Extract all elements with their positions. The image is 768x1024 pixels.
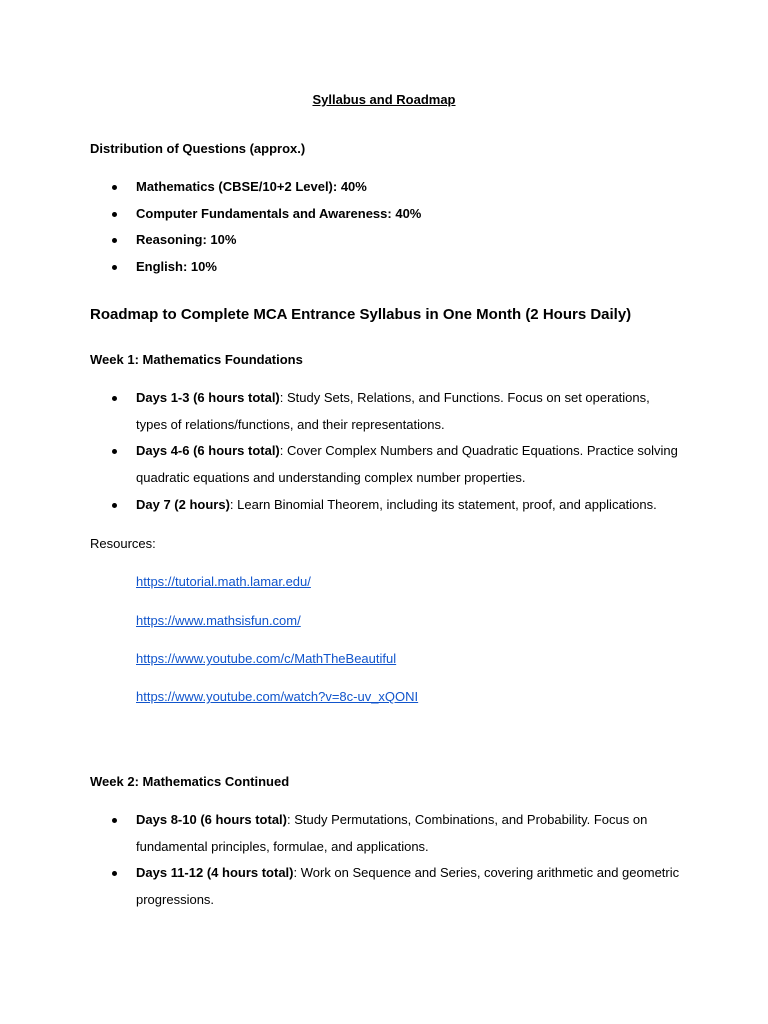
list-item-text: Mathematics (CBSE/10+2 Level): 40%	[136, 179, 367, 194]
list-item-text: : Study Permutations, Combinations, and Probability. Focus on fundamental principles, formulae, and applications.	[136, 812, 648, 854]
week1-list	[90, 385, 680, 519]
resource-link[interactable]: https://tutorial.math.lamar.edu/	[136, 574, 311, 589]
list-item-text: English: 10%	[136, 259, 217, 275]
week2-heading: Week 2: Mathematics Continued	[90, 774, 290, 789]
list-item	[90, 492, 680, 519]
list-item-bold: Days 11-12 (4 hours total)	[136, 865, 294, 881]
week2-list	[90, 807, 680, 914]
week1-heading: Week 1: Mathematics Foundations	[90, 352, 303, 367]
roadmap-heading: Roadmap to Complete MCA Entrance Syllabus in One Month (2 Hours Daily)	[90, 306, 632, 323]
list-item	[90, 385, 680, 438]
list-item-bold: Day 7 (2 hours)	[136, 496, 230, 512]
list-item-text: : Work on Sequence and Series, covering arithmetic and geometric progressions.	[136, 865, 680, 908]
list-item	[90, 227, 680, 254]
list-item	[90, 174, 680, 201]
list-item	[90, 438, 680, 491]
document-title: Syllabus and Roadmap	[312, 92, 456, 107]
bullet-icon	[112, 265, 117, 270]
list-item-text: Computer Fundamentals and Awareness: 40%	[136, 205, 422, 221]
list-item	[90, 860, 680, 913]
list-item-text: : Cover Complex Numbers and Quadratic Equations. Practice solving quadratic equations and understanding complex number properties.	[136, 443, 678, 486]
bullet-icon	[112, 449, 117, 454]
list-item-bold: Days 8-10 (6 hours total)	[136, 812, 287, 827]
bullet-icon	[112, 212, 117, 217]
list-item-bold: Days 1-3 (6 hours total)	[136, 390, 280, 405]
bullet-icon	[112, 185, 117, 190]
bullet-icon	[112, 871, 117, 876]
bullet-icon	[112, 396, 117, 401]
distribution-heading: Distribution of Questions (approx.)	[90, 141, 306, 156]
resources-label: Resources:	[90, 536, 156, 551]
list-item	[90, 201, 680, 228]
distribution-list	[90, 174, 680, 281]
list-item-bold: Days 4-6 (6 hours total)	[136, 443, 280, 459]
list-item-text: : Study Sets, Relations, and Functions. Focus on set operations, types of relations/functions, and their representations.	[136, 390, 650, 432]
list-item	[90, 254, 680, 281]
bullet-icon	[112, 503, 117, 508]
list-item	[90, 807, 680, 860]
resource-link[interactable]: https://www.youtube.com/watch?v=8c-uv_xQONI	[136, 689, 419, 704]
resource-link[interactable]: https://www.mathsisfun.com/	[136, 613, 301, 628]
bullet-icon	[112, 238, 117, 243]
bullet-icon	[112, 818, 117, 823]
list-item-text: : Learn Binomial Theorem, including its statement, proof, and applications.	[229, 496, 657, 512]
list-item-text: Reasoning: 10%	[136, 232, 237, 248]
resource-link[interactable]: https://www.youtube.com/c/MathTheBeautiful	[136, 651, 397, 666]
